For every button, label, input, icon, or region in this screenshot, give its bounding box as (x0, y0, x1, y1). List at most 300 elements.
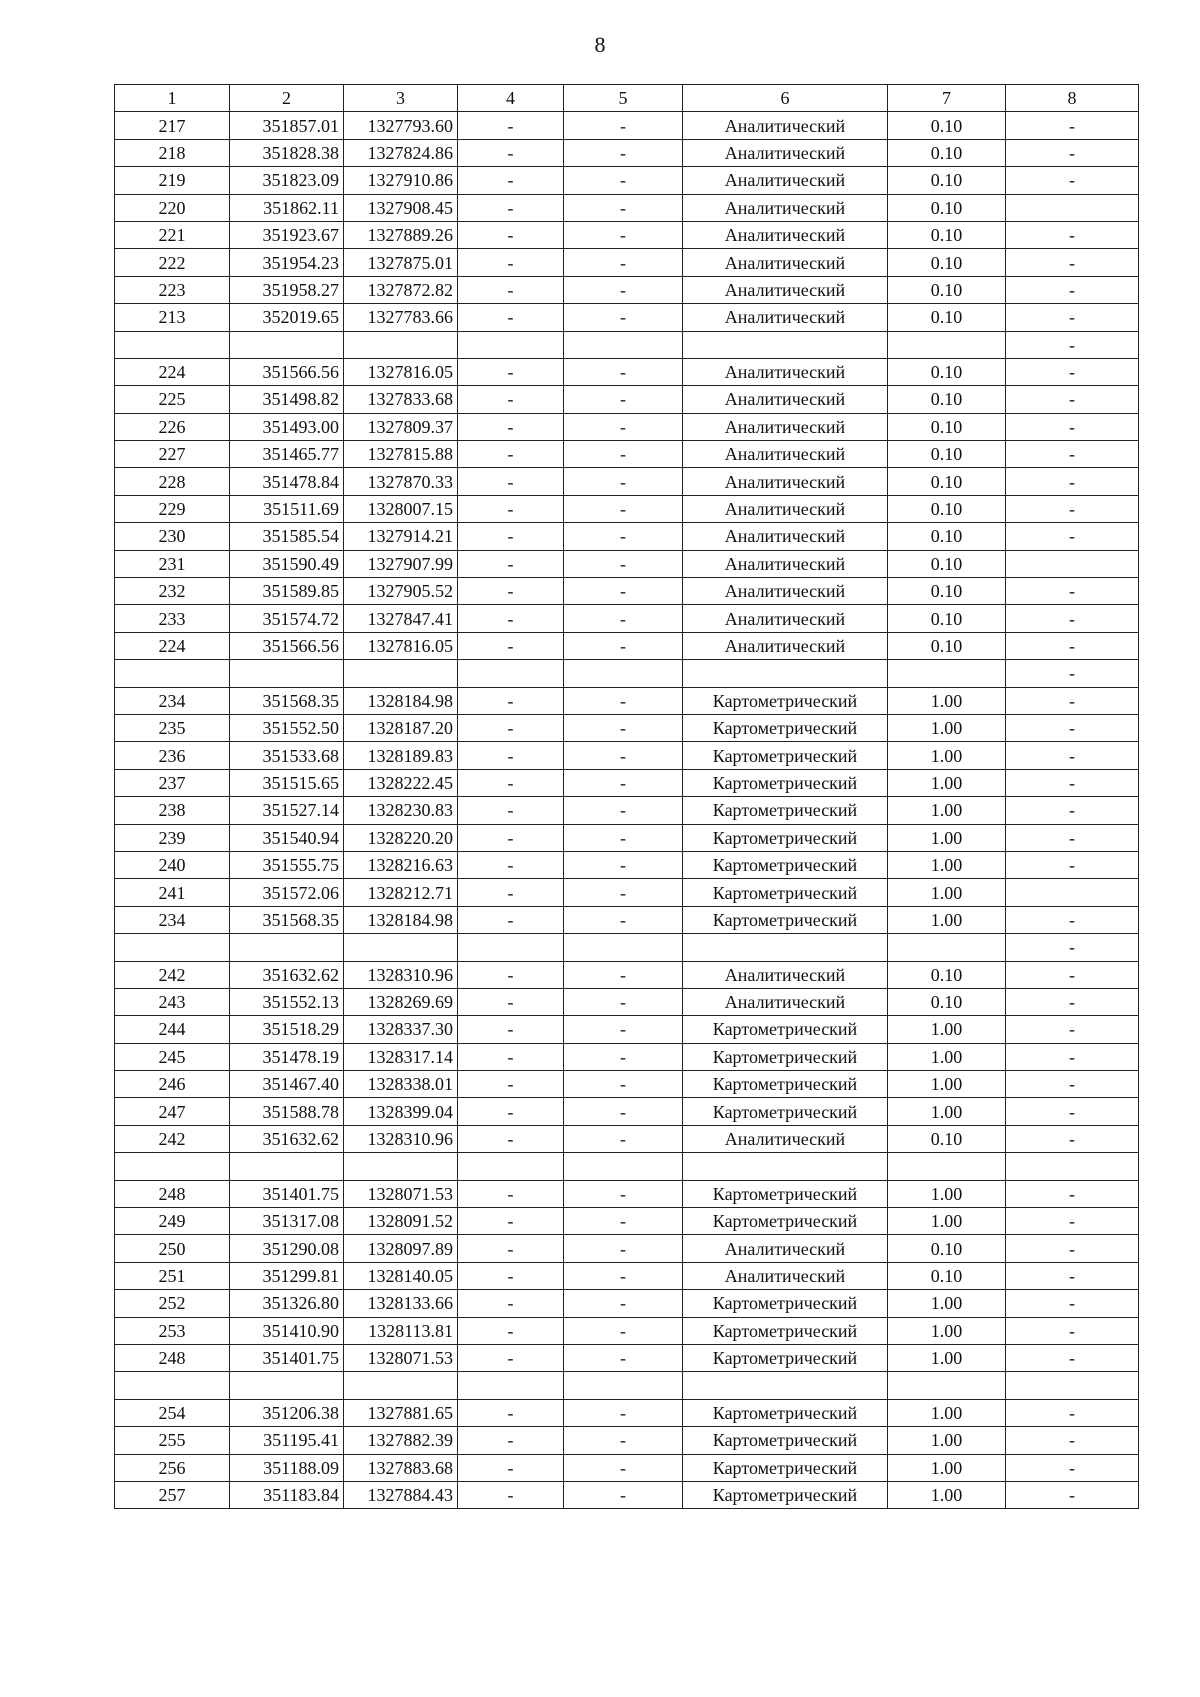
method-cell: Картометрический (683, 742, 888, 769)
column-5-cell: - (564, 550, 683, 577)
column-8-cell: - (1006, 851, 1139, 878)
method-cell: Аналитический (683, 495, 888, 522)
accuracy-cell: 0.10 (888, 249, 1006, 276)
column-5-cell: - (564, 714, 683, 741)
column-8-cell: - (1006, 1317, 1139, 1344)
x-coordinate-cell: 351478.84 (230, 468, 344, 495)
column-8-cell: - (1006, 1344, 1139, 1371)
method-cell: Картометрический (683, 1016, 888, 1043)
method-cell: Картометрический (683, 1454, 888, 1481)
accuracy-cell: 1.00 (888, 797, 1006, 824)
y-coordinate-cell: 1327815.88 (344, 441, 458, 468)
table-row (115, 304, 1139, 331)
column-5-cell: - (564, 249, 683, 276)
column-8-cell: - (1006, 988, 1139, 1015)
table-row (115, 276, 1139, 303)
method-cell (683, 331, 888, 358)
column-5-cell: - (564, 276, 683, 303)
accuracy-cell: 1.00 (888, 687, 1006, 714)
point-number-cell: 242 (115, 1125, 230, 1152)
method-cell: Аналитический (683, 413, 888, 440)
y-coordinate-cell: 1328337.30 (344, 1016, 458, 1043)
point-number-cell: 252 (115, 1290, 230, 1317)
column-4-cell: - (458, 221, 564, 248)
x-coordinate-cell (230, 660, 344, 687)
point-number-cell: 213 (115, 304, 230, 331)
x-coordinate-cell: 351588.78 (230, 1098, 344, 1125)
point-number-cell: 236 (115, 742, 230, 769)
column-5-cell: - (564, 1180, 683, 1207)
column-header-3: 3 (344, 85, 458, 112)
y-coordinate-cell: 1327809.37 (344, 413, 458, 440)
table-row (115, 139, 1139, 166)
accuracy-cell: 0.10 (888, 495, 1006, 522)
x-coordinate-cell (230, 331, 344, 358)
column-5-cell (564, 660, 683, 687)
x-coordinate-cell: 351511.69 (230, 495, 344, 522)
table-row (115, 934, 1139, 961)
method-cell: Аналитический (683, 523, 888, 550)
column-4-cell: - (458, 1180, 564, 1207)
column-5-cell: - (564, 523, 683, 550)
column-4-cell: - (458, 742, 564, 769)
column-4-cell: - (458, 276, 564, 303)
y-coordinate-cell (344, 1372, 458, 1399)
column-5-cell: - (564, 495, 683, 522)
column-4-cell (458, 660, 564, 687)
x-coordinate-cell: 351206.38 (230, 1399, 344, 1426)
column-5-cell: - (564, 1317, 683, 1344)
column-8-cell: - (1006, 386, 1139, 413)
column-8-cell: - (1006, 660, 1139, 687)
column-4-cell: - (458, 441, 564, 468)
point-number-cell: 232 (115, 578, 230, 605)
column-8-cell: - (1006, 304, 1139, 331)
x-coordinate-cell: 351589.85 (230, 578, 344, 605)
y-coordinate-cell: 1328310.96 (344, 1125, 458, 1152)
method-cell: Аналитический (683, 194, 888, 221)
column-4-cell: - (458, 1454, 564, 1481)
accuracy-cell: 0.10 (888, 1235, 1006, 1262)
method-cell: Аналитический (683, 304, 888, 331)
method-cell: Аналитический (683, 988, 888, 1015)
y-coordinate-cell: 1328097.89 (344, 1235, 458, 1262)
column-8-cell: - (1006, 714, 1139, 741)
column-4-cell: - (458, 112, 564, 139)
x-coordinate-cell: 351493.00 (230, 413, 344, 440)
column-5-cell: - (564, 988, 683, 1015)
table-row (115, 879, 1139, 906)
column-4-cell: - (458, 1208, 564, 1235)
table-row (115, 194, 1139, 221)
y-coordinate-cell: 1327914.21 (344, 523, 458, 550)
accuracy-cell: 1.00 (888, 1427, 1006, 1454)
point-number-cell: 222 (115, 249, 230, 276)
point-number-cell (115, 1153, 230, 1180)
accuracy-cell (888, 934, 1006, 961)
column-8-cell: - (1006, 1399, 1139, 1426)
column-5-cell: - (564, 605, 683, 632)
table-row (115, 1235, 1139, 1262)
x-coordinate-cell: 351555.75 (230, 851, 344, 878)
column-4-cell: - (458, 1344, 564, 1371)
table-row (115, 824, 1139, 851)
x-coordinate-cell: 351958.27 (230, 276, 344, 303)
column-4-cell (458, 934, 564, 961)
column-5-cell: - (564, 112, 683, 139)
y-coordinate-cell: 1327883.68 (344, 1454, 458, 1481)
point-number-cell: 229 (115, 495, 230, 522)
column-5-cell: - (564, 194, 683, 221)
y-coordinate-cell: 1327889.26 (344, 221, 458, 248)
column-8-cell: - (1006, 1262, 1139, 1289)
column-8-cell: - (1006, 1125, 1139, 1152)
method-cell: Аналитический (683, 139, 888, 166)
column-4-cell: - (458, 249, 564, 276)
column-4-cell: - (458, 1125, 564, 1152)
accuracy-cell: 0.10 (888, 441, 1006, 468)
method-cell: Картометрический (683, 1071, 888, 1098)
column-5-cell: - (564, 441, 683, 468)
x-coordinate-cell: 351467.40 (230, 1071, 344, 1098)
point-number-cell: 233 (115, 605, 230, 632)
point-number-cell (115, 934, 230, 961)
column-8-cell: - (1006, 1180, 1139, 1207)
x-coordinate-cell: 351518.29 (230, 1016, 344, 1043)
column-4-cell (458, 1153, 564, 1180)
point-number-cell: 249 (115, 1208, 230, 1235)
table-row (115, 769, 1139, 796)
accuracy-cell: 1.00 (888, 1481, 1006, 1508)
y-coordinate-cell: 1327884.43 (344, 1481, 458, 1508)
y-coordinate-cell: 1327847.41 (344, 605, 458, 632)
x-coordinate-cell: 351566.56 (230, 632, 344, 659)
column-8-cell: - (1006, 441, 1139, 468)
method-cell: Картометрический (683, 906, 888, 933)
column-8-cell: - (1006, 1454, 1139, 1481)
x-coordinate-cell: 351923.67 (230, 221, 344, 248)
table-row (115, 331, 1139, 358)
table-row (115, 441, 1139, 468)
y-coordinate-cell: 1327824.86 (344, 139, 458, 166)
accuracy-cell: 1.00 (888, 851, 1006, 878)
column-8-cell (1006, 879, 1139, 906)
accuracy-cell: 0.10 (888, 112, 1006, 139)
table-row (115, 1317, 1139, 1344)
method-cell: Аналитический (683, 1262, 888, 1289)
method-cell: Картометрический (683, 769, 888, 796)
accuracy-cell: 0.10 (888, 194, 1006, 221)
column-4-cell: - (458, 879, 564, 906)
method-cell: Аналитический (683, 167, 888, 194)
column-4-cell: - (458, 139, 564, 166)
method-cell: Аналитический (683, 1235, 888, 1262)
accuracy-cell (888, 1372, 1006, 1399)
point-number-cell: 241 (115, 879, 230, 906)
y-coordinate-cell: 1327783.66 (344, 304, 458, 331)
column-8-cell: - (1006, 578, 1139, 605)
accuracy-cell: 0.10 (888, 304, 1006, 331)
column-5-cell: - (564, 851, 683, 878)
table-body (115, 112, 1139, 1509)
y-coordinate-cell: 1328220.20 (344, 824, 458, 851)
y-coordinate-cell: 1328184.98 (344, 687, 458, 714)
column-8-cell: - (1006, 1043, 1139, 1070)
table-row (115, 714, 1139, 741)
point-number-cell: 224 (115, 632, 230, 659)
y-coordinate-cell (344, 331, 458, 358)
point-number-cell: 238 (115, 797, 230, 824)
table-header-row (115, 85, 1139, 112)
column-8-cell: - (1006, 906, 1139, 933)
column-5-cell: - (564, 139, 683, 166)
column-4-cell: - (458, 1290, 564, 1317)
point-number-cell: 234 (115, 687, 230, 714)
accuracy-cell: 1.00 (888, 769, 1006, 796)
method-cell (683, 1372, 888, 1399)
y-coordinate-cell: 1328007.15 (344, 495, 458, 522)
x-coordinate-cell: 351515.65 (230, 769, 344, 796)
y-coordinate-cell: 1327881.65 (344, 1399, 458, 1426)
point-number-cell: 224 (115, 358, 230, 385)
column-5-cell: - (564, 797, 683, 824)
x-coordinate-cell: 351828.38 (230, 139, 344, 166)
accuracy-cell (888, 1153, 1006, 1180)
column-8-cell: - (1006, 249, 1139, 276)
column-8-cell: - (1006, 276, 1139, 303)
y-coordinate-cell: 1328140.05 (344, 1262, 458, 1289)
accuracy-cell (888, 331, 1006, 358)
point-number-cell: 251 (115, 1262, 230, 1289)
point-number-cell: 217 (115, 112, 230, 139)
point-number-cell: 237 (115, 769, 230, 796)
column-5-cell: - (564, 1290, 683, 1317)
x-coordinate-cell: 351574.72 (230, 605, 344, 632)
y-coordinate-cell: 1328399.04 (344, 1098, 458, 1125)
x-coordinate-cell (230, 934, 344, 961)
y-coordinate-cell (344, 934, 458, 961)
table-row (115, 221, 1139, 248)
point-number-cell: 240 (115, 851, 230, 878)
point-number-cell: 242 (115, 961, 230, 988)
point-number-cell (115, 331, 230, 358)
method-cell: Картометрический (683, 714, 888, 741)
column-5-cell: - (564, 167, 683, 194)
x-coordinate-cell: 351401.75 (230, 1180, 344, 1207)
y-coordinate-cell: 1328091.52 (344, 1208, 458, 1235)
column-5-cell: - (564, 1427, 683, 1454)
column-5-cell: - (564, 578, 683, 605)
method-cell: Аналитический (683, 578, 888, 605)
accuracy-cell: 0.10 (888, 413, 1006, 440)
column-8-cell: - (1006, 1481, 1139, 1508)
accuracy-cell: 1.00 (888, 1399, 1006, 1426)
method-cell: Картометрический (683, 1043, 888, 1070)
point-number-cell (115, 1372, 230, 1399)
table-row (115, 687, 1139, 714)
point-number-cell: 253 (115, 1317, 230, 1344)
column-header-2: 2 (230, 85, 344, 112)
column-header-6: 6 (683, 85, 888, 112)
column-8-cell: - (1006, 1098, 1139, 1125)
column-5-cell: - (564, 386, 683, 413)
table-row (115, 1098, 1139, 1125)
column-5-cell: - (564, 221, 683, 248)
point-number-cell: 227 (115, 441, 230, 468)
column-5-cell (564, 331, 683, 358)
x-coordinate-cell: 351862.11 (230, 194, 344, 221)
column-8-cell: - (1006, 1071, 1139, 1098)
column-4-cell: - (458, 304, 564, 331)
column-5-cell: - (564, 1125, 683, 1152)
point-number-cell: 248 (115, 1180, 230, 1207)
y-coordinate-cell: 1327833.68 (344, 386, 458, 413)
column-4-cell: - (458, 769, 564, 796)
x-coordinate-cell: 351857.01 (230, 112, 344, 139)
y-coordinate-cell: 1327910.86 (344, 167, 458, 194)
column-4-cell: - (458, 1043, 564, 1070)
column-8-cell: - (1006, 358, 1139, 385)
x-coordinate-cell: 351299.81 (230, 1262, 344, 1289)
y-coordinate-cell: 1328113.81 (344, 1317, 458, 1344)
x-coordinate-cell: 351566.56 (230, 358, 344, 385)
column-8-cell: - (1006, 331, 1139, 358)
method-cell: Картометрический (683, 824, 888, 851)
x-coordinate-cell: 351478.19 (230, 1043, 344, 1070)
method-cell: Картометрический (683, 1427, 888, 1454)
y-coordinate-cell: 1328071.53 (344, 1344, 458, 1371)
y-coordinate-cell: 1328133.66 (344, 1290, 458, 1317)
column-8-cell: - (1006, 1290, 1139, 1317)
y-coordinate-cell: 1327908.45 (344, 194, 458, 221)
y-coordinate-cell: 1327816.05 (344, 632, 458, 659)
accuracy-cell: 1.00 (888, 1208, 1006, 1235)
accuracy-cell: 1.00 (888, 1344, 1006, 1371)
column-5-cell (564, 934, 683, 961)
column-8-cell: - (1006, 1427, 1139, 1454)
point-number-cell: 255 (115, 1427, 230, 1454)
column-8-cell (1006, 550, 1139, 577)
point-number-cell: 250 (115, 1235, 230, 1262)
x-coordinate-cell: 351823.09 (230, 167, 344, 194)
column-8-cell: - (1006, 769, 1139, 796)
method-cell: Картометрический (683, 1290, 888, 1317)
table-row (115, 660, 1139, 687)
accuracy-cell (888, 660, 1006, 687)
column-5-cell: - (564, 1399, 683, 1426)
table-row (115, 988, 1139, 1015)
y-coordinate-cell (344, 660, 458, 687)
column-header-7: 7 (888, 85, 1006, 112)
table-row (115, 605, 1139, 632)
column-4-cell: - (458, 605, 564, 632)
x-coordinate-cell: 351568.35 (230, 906, 344, 933)
column-4-cell: - (458, 550, 564, 577)
point-number-cell: 230 (115, 523, 230, 550)
column-8-cell: - (1006, 934, 1139, 961)
column-5-cell: - (564, 1344, 683, 1371)
method-cell: Аналитический (683, 961, 888, 988)
table-row (115, 632, 1139, 659)
table-row (115, 468, 1139, 495)
accuracy-cell: 0.10 (888, 139, 1006, 166)
accuracy-cell: 0.10 (888, 961, 1006, 988)
column-4-cell: - (458, 961, 564, 988)
column-5-cell: - (564, 1481, 683, 1508)
x-coordinate-cell: 351465.77 (230, 441, 344, 468)
point-number-cell: 231 (115, 550, 230, 577)
column-4-cell: - (458, 495, 564, 522)
column-5-cell: - (564, 1071, 683, 1098)
method-cell: Картометрический (683, 1344, 888, 1371)
table-row (115, 906, 1139, 933)
column-4-cell: - (458, 988, 564, 1015)
method-cell: Аналитический (683, 468, 888, 495)
x-coordinate-cell: 351552.50 (230, 714, 344, 741)
column-4-cell: - (458, 413, 564, 440)
table-row (115, 1071, 1139, 1098)
method-cell: Аналитический (683, 1125, 888, 1152)
accuracy-cell: 0.10 (888, 550, 1006, 577)
column-5-cell: - (564, 906, 683, 933)
point-number-cell: 221 (115, 221, 230, 248)
x-coordinate-cell: 351527.14 (230, 797, 344, 824)
y-coordinate-cell: 1328187.20 (344, 714, 458, 741)
table-row (115, 249, 1139, 276)
point-number-cell: 254 (115, 1399, 230, 1426)
column-8-cell (1006, 1153, 1139, 1180)
column-8-cell: - (1006, 167, 1139, 194)
method-cell: Картометрический (683, 1399, 888, 1426)
y-coordinate-cell: 1328317.14 (344, 1043, 458, 1070)
coordinates-table (114, 84, 1139, 1509)
column-5-cell: - (564, 1235, 683, 1262)
accuracy-cell: 0.10 (888, 221, 1006, 248)
point-number-cell: 226 (115, 413, 230, 440)
method-cell: Аналитический (683, 112, 888, 139)
accuracy-cell: 1.00 (888, 1454, 1006, 1481)
table-row (115, 1427, 1139, 1454)
column-4-cell: - (458, 578, 564, 605)
table-row (115, 1180, 1139, 1207)
table-row (115, 413, 1139, 440)
accuracy-cell: 0.10 (888, 1262, 1006, 1289)
point-number-cell: 220 (115, 194, 230, 221)
method-cell: Аналитический (683, 605, 888, 632)
accuracy-cell: 1.00 (888, 1317, 1006, 1344)
table-row (115, 1344, 1139, 1371)
accuracy-cell: 0.10 (888, 632, 1006, 659)
x-coordinate-cell: 351195.41 (230, 1427, 344, 1454)
table-row (115, 851, 1139, 878)
column-4-cell: - (458, 1427, 564, 1454)
table-row (115, 1399, 1139, 1426)
x-coordinate-cell (230, 1372, 344, 1399)
y-coordinate-cell: 1328212.71 (344, 879, 458, 906)
point-number-cell: 234 (115, 906, 230, 933)
accuracy-cell: 0.10 (888, 167, 1006, 194)
y-coordinate-cell: 1328338.01 (344, 1071, 458, 1098)
table-row (115, 386, 1139, 413)
point-number-cell: 228 (115, 468, 230, 495)
column-5-cell: - (564, 742, 683, 769)
table-row (115, 961, 1139, 988)
column-4-cell: - (458, 1481, 564, 1508)
y-coordinate-cell: 1327870.33 (344, 468, 458, 495)
accuracy-cell: 1.00 (888, 906, 1006, 933)
accuracy-cell: 0.10 (888, 386, 1006, 413)
method-cell: Картометрический (683, 1317, 888, 1344)
